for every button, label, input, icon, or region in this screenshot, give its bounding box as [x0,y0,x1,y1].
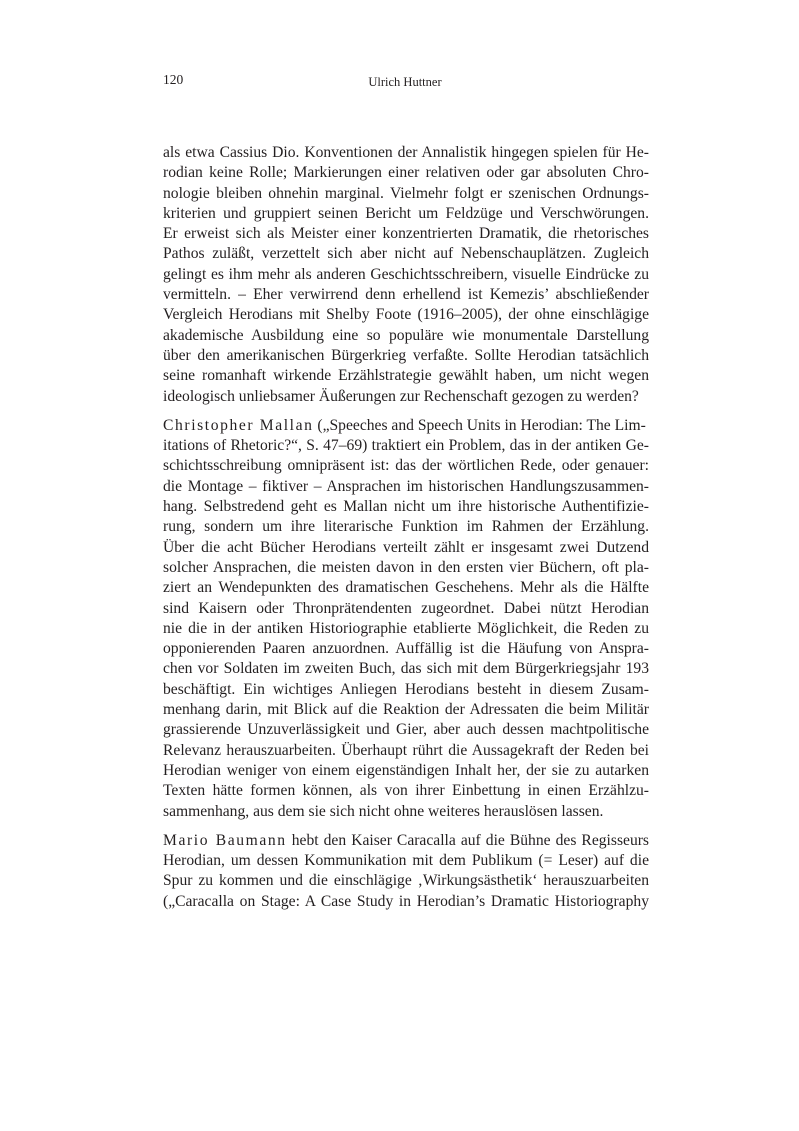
text-line: Über die acht Bücher Herodians verteilt zählt er insgesamt zwei Dutzend [163,538,649,556]
text-line: rodian keine Rolle; Markierungen einer relativen oder gar absoluten Chro- [163,164,649,182]
paragraph-1 [163,143,649,407]
text-line: nologie bleiben ohnehin marginal. Vielmehr folgt er szenischen Ordnungs- [163,184,649,202]
text-line: als etwa Cassius Dio. Konventionen der Annalistik hingegen spielen für He- [163,144,649,161]
running-head: Ulrich Huttner [368,75,442,89]
text-line: seine romanhaft wirkende Erzählstrategie gewählt haben, um nicht wegen [163,367,649,385]
text-line: hang. Selbstredend geht es Mallan nicht um ihre historische Authentifizie- [163,498,649,516]
text-line: menhang darin, mit Blick auf die Reaktion der Adressaten die beim Militär [163,701,649,719]
body-text [163,143,649,921]
author-name: Christopher Mallan [163,416,314,434]
text-line: solcher Ansprachen, die meisten davon in den ersten vier Büchern, oft pla- [163,558,649,576]
text-line: gelingt es ihm mehr als anderen Geschichtsschreibern, visuelle Eindrücke zu [163,265,649,283]
text-line: Relevanz herauszuarbeiten. Überhaupt rührt die Aussagekraft der Reden bei [163,741,649,759]
text-line: die Montage – fiktiver – Ansprachen im historischen Handlungszusammen- [163,477,649,495]
text-line: sammenhang, aus dem sie sich nicht ohne weiteres herauslösen lassen. [163,802,604,820]
text-line: über den amerikanischen Bürgerkrieg verfaßte. Sollte Herodian tatsächlich [163,346,649,364]
text-line: kriterien und gruppiert seinen Bericht um Feldzüge und Verschwörungen. [163,204,649,222]
paragraph-3 [163,831,649,912]
author-name: Mario Baumann [163,831,287,849]
text-line: Spur zu kommen und die einschlägige ‚Wirkungsästhetik‘ herauszuarbeiten [163,872,649,890]
text-line: ideologisch unliebsamer Äußerungen zur Rechenschaft gezogen zu werden? [163,387,639,405]
text-line: opponierenden Paaren anzuordnen. Auffällig ist die Häufung von Anspra- [163,640,649,658]
text-line: schichtsschreibung omnipräsent ist: das der wörtlichen Rede, oder genauer: [163,457,649,475]
page-number: 120 [163,72,184,87]
text-line: chen vor Soldaten im zweiten Buch, das sich mit dem Bürgerkriegsjahr 193 [163,660,649,678]
text-line: akademische Ausbildung eine so populäre wie monumentale Darstellung [163,326,649,344]
text-fragment: hebt den Kaiser Caracalla auf die Bühne des Regisseurs [286,831,649,849]
text-line: Texten hätte formen können, als von ihrer Einbettung in einen Erzählzu- [163,782,649,800]
text-line-with-author [163,831,649,851]
text-line: Er erweist sich als Meister einer konzentrierten Dramatik, die rhetorisches [163,225,649,243]
text-line: nie die in der antiken Historiographie etablierte Möglichkeit, die Reden zu [163,619,649,637]
paragraph-2 [163,416,649,822]
text-line: sind Kaisern oder Thronprätendenten zugeordnet. Dabei nützt Herodian [163,599,649,617]
text-line: Herodian weniger von einem eigenständigen Inhalt her, der sie zu autarken [163,761,649,779]
text-line: ziert an Wendepunkten des dramatischen Geschehens. Mehr als die Hälfte [163,579,649,597]
text-line: („Caracalla on Stage: A Case Study in Herodian’s Dramatic Historiography [163,892,649,910]
text-line: beschäftigt. Ein wichtiges Anliegen Herodians besteht in diesem Zusam- [163,680,649,698]
text-line: Pathos zuläßt, verzettelt sich aber nicht auf Nebenschauplätzen. Zugleich [163,245,649,263]
text-line: rung, sondern um ihre literarische Funktion im Rahmen der Erzählung. [163,518,649,536]
text-line: Vergleich Herodians mit Shelby Foote (1916–2005), der ohne einschlägige [163,306,649,324]
text-line: Herodian, um dessen Kommunikation mit dem Publikum (= Leser) auf die [163,852,649,870]
text-line-with-author [163,416,649,436]
text-line: grassierende Unzuverlässigkeit und Gier, aber auch dessen machtpolitische [163,721,649,739]
text-fragment: („Speeches and Speech Units in Herodian: The Lim- [313,416,646,434]
text-line: itations of Rhetoric?“, S. 47–69) traktiert ein Problem, das in der antiken Ge- [163,437,649,455]
text-line: vermitteln. – Eher verwirrend denn erhellend ist Kemezis’ abschließender [163,286,649,304]
